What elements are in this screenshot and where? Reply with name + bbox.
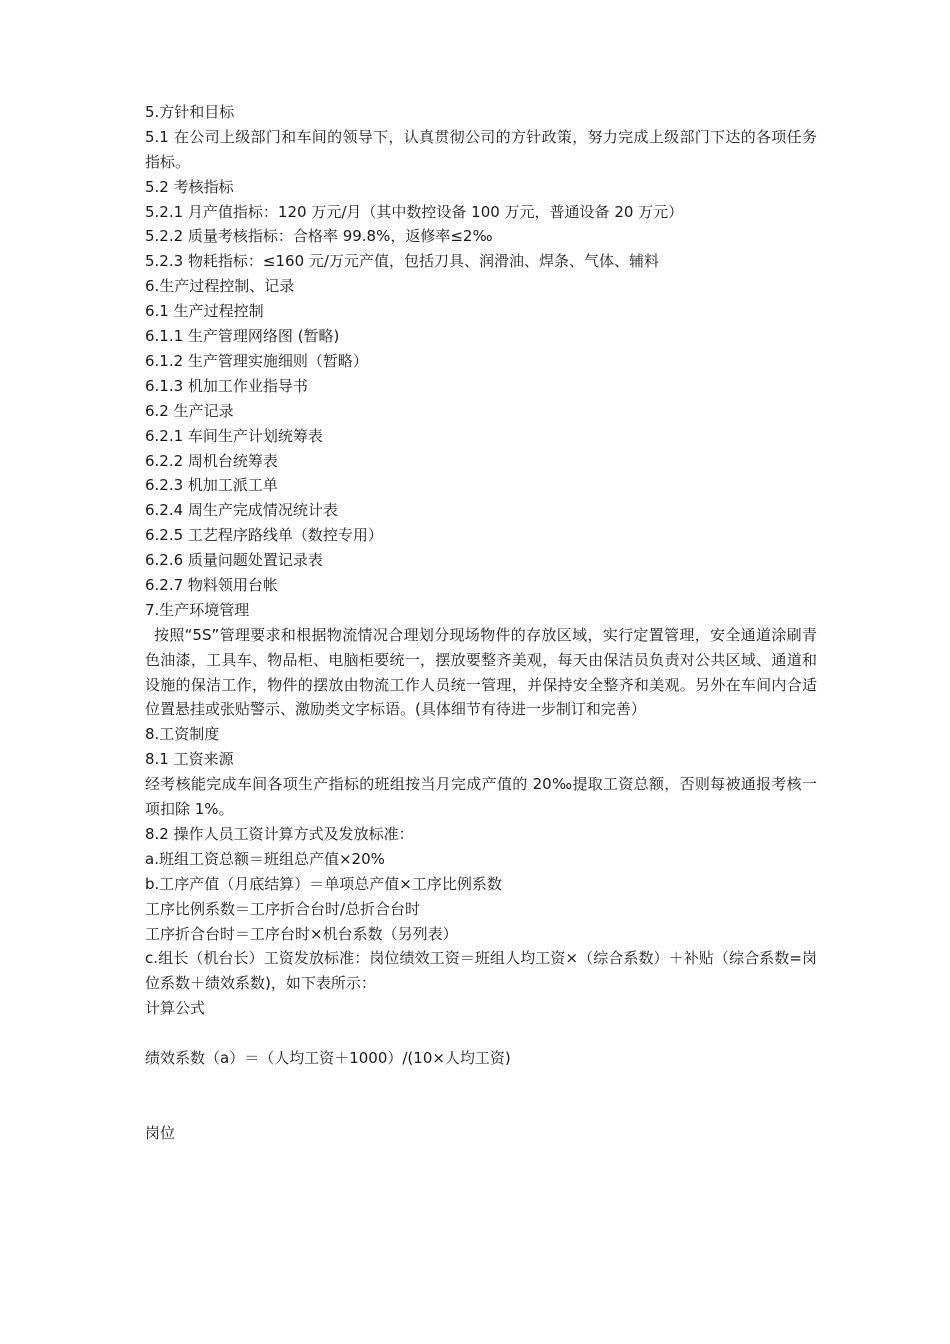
paragraph-5-1: 5.1 在公司上级部门和车间的领导下，认真贯彻公司的方针政策，努力完成上级部门下达的各项任务指标。 — [145, 127, 817, 171]
calc-formula-label: 计算公式 — [145, 999, 206, 1018]
item-5-2-1: 5.2.1 月产值指标：120 万元/月（其中数控设备 100 万元，普通设备 20 万元） — [145, 202, 684, 221]
heading-6-1: 6.1 生产过程控制 — [145, 302, 264, 321]
heading-7: 7.生产环境管理 — [145, 600, 250, 619]
item-5-2-3: 5.2.3 物耗指标：≤160 元/万元产值，包括刀具、润滑油、焊条、气体、辅料 — [145, 252, 659, 271]
item-6-2-2: 6.2.2 周机台统筹表 — [145, 451, 278, 470]
heading-5-2: 5.2 考核指标 — [145, 177, 234, 196]
item-6-1-3: 6.1.3 机加工作业指导书 — [145, 376, 308, 395]
heading-8-2: 8.2 操作人员工资计算方式及发放标准： — [145, 824, 414, 843]
formula-a: a.班组工资总额＝班组总产值×20% — [145, 849, 385, 868]
item-6-2-4: 6.2.4 周生产完成情况统计表 — [145, 501, 338, 520]
blank-lines — [145, 1071, 817, 1121]
item-6-2-1: 6.2.1 车间生产计划统筹表 — [145, 426, 323, 445]
formula-b: b.工序产值（月底结算）＝单项总产值×工序比例系数 — [145, 874, 502, 893]
item-6-1-1: 6.1.1 生产管理网络图 (暂略) — [145, 327, 340, 346]
item-6-2-5: 6.2.5 工艺程序路线单（数控专用） — [145, 526, 383, 545]
formula-c: c.组长（机台长）工资发放标准：岗位绩效工资＝班组人均工资×（综合系数）＋补贴（综合系数=岗位系数＋绩效系数)，如下表所示： — [145, 949, 817, 993]
heading-6: 6.生产过程控制、记录 — [145, 277, 295, 296]
paragraph-7: 按照“5S”管理要求和根据物流情况合理划分现场物件的存放区域，实行定置管理，安全通道涂刷青色油漆，工具车、物品柜、电脑柜要统一，摆放要整齐美观，每天由保洁员负责对公共区域、通道和设施的保洁工作，物件的摆放由物流工作人员统一管理，并保持安全整齐和美观。另外在车间内合适位置悬挂或张贴警示、激励类文字标语。(具体细节有待进一步制订和完善） — [145, 625, 817, 719]
formula-hours: 工序折合台时＝工序台时×机台系数（另列表） — [145, 924, 458, 943]
blank-line — [145, 1021, 817, 1046]
item-6-1-2: 6.1.2 生产管理实施细则（暂略） — [145, 351, 368, 370]
item-6-2-7: 6.2.7 物料领用台帐 — [145, 575, 278, 594]
heading-8-1: 8.1 工资来源 — [145, 750, 234, 769]
document-page — [145, 100, 817, 1146]
formula-ratio: 工序比例系数＝工序折合台时/总折合台时 — [145, 899, 421, 918]
heading-8: 8.工资制度 — [145, 725, 220, 744]
performance-coefficient-formula: 绩效系数（a）＝（人均工资＋1000）/(10×人均工资) — [145, 1049, 511, 1067]
item-6-2-3: 6.2.3 机加工派工单 — [145, 476, 278, 495]
heading-5: 5.方针和目标 — [145, 103, 235, 121]
paragraph-8-1: 经考核能完成车间各项生产指标的班组按当月完成产值的 20‰提取工资总额，否则每被通报考核一项扣除 1%。 — [145, 775, 817, 819]
item-6-2-6: 6.2.6 质量问题处置记录表 — [145, 551, 323, 570]
item-5-2-2: 5.2.2 质量考核指标：合格率 99.8%，返修率≤2‰ — [145, 227, 493, 246]
position-label: 岗位 — [145, 1123, 176, 1142]
heading-6-2: 6.2 生产记录 — [145, 401, 234, 420]
